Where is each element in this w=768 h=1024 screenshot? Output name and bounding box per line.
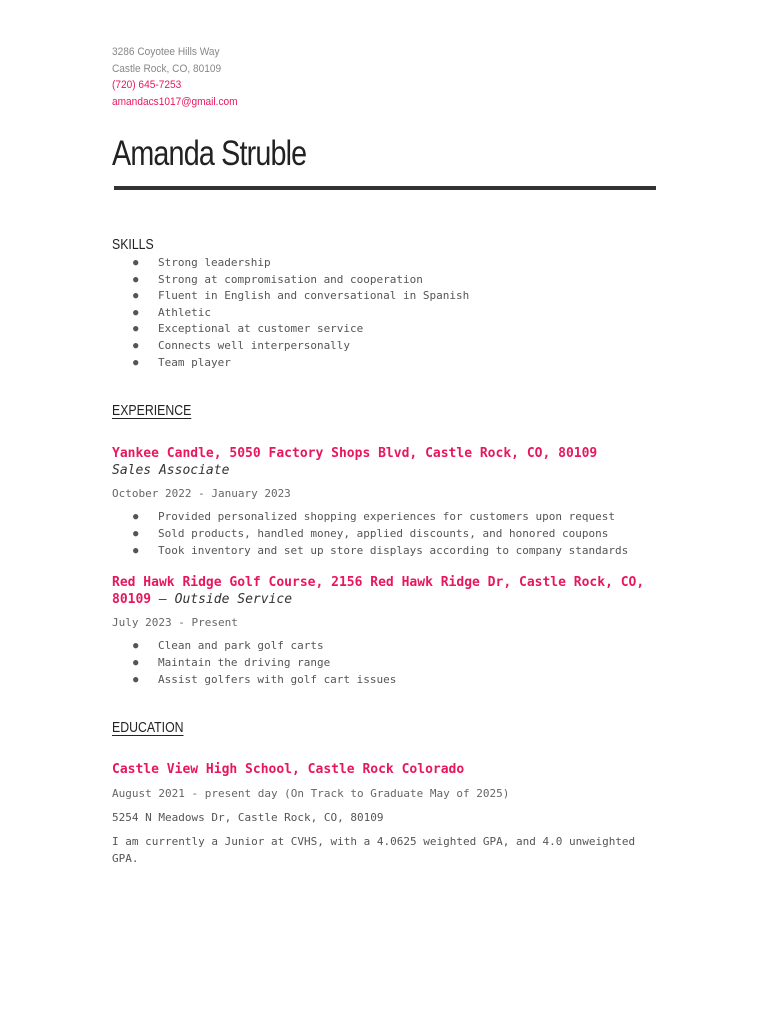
skill-text: Fluent in English and conversational in Spanish: [158, 289, 470, 303]
list-item: [112, 672, 657, 689]
header-divider: [114, 186, 656, 190]
education-heading: EDUCATION: [112, 719, 184, 737]
bullet-icon: ●: [133, 545, 139, 556]
contact-email: amandacs1017@gmail.com: [112, 95, 238, 108]
job-role: Outside Service: [174, 591, 293, 607]
school-description: I am currently a Junior at CVHS, with a 4.0625 weighted GPA, and 4.0 unweighted GPA.: [112, 835, 636, 865]
job-employer-line: [112, 575, 657, 608]
contact-address-line2: Castle Rock, CO, 80109: [112, 62, 222, 75]
list-item: [112, 255, 657, 272]
job-separator: —: [151, 591, 175, 607]
skill-text: Exceptional at customer service: [158, 322, 364, 336]
bullet-icon: ●: [133, 512, 139, 523]
list-item: [112, 638, 657, 655]
bullet-icon: ●: [133, 291, 139, 302]
applicant-name: Amanda Struble: [112, 134, 307, 173]
list-item: [112, 288, 657, 305]
job-duties-list: [112, 509, 657, 559]
job-entry: [112, 446, 657, 559]
school-dates: August 2021 - present day (On Track to Graduate May of 2025): [112, 786, 510, 800]
skill-text: Athletic: [158, 305, 211, 319]
skill-text: Strong leadership: [158, 256, 271, 269]
school-address: 5254 N Meadows Dr, Castle Rock, CO, 80109: [112, 810, 384, 824]
bullet-icon: ●: [133, 324, 139, 335]
job-entry: [112, 575, 657, 688]
bullet-icon: ●: [133, 258, 139, 268]
duty-text: Assist golfers with golf cart issues: [158, 672, 397, 686]
bullet-icon: ●: [133, 657, 139, 668]
bullet-icon: ●: [133, 274, 139, 285]
skill-text: Team player: [158, 355, 231, 369]
list-item: [112, 338, 657, 355]
job-employer: Yankee Candle, 5050 Factory Shops Blvd, Castle Rock, CO, 80109: [112, 446, 598, 462]
job-dates: July 2023 - Present: [112, 616, 238, 630]
job-dates: October 2022 - January 2023: [112, 487, 291, 501]
contact-phone: (720) 645-7253: [112, 79, 182, 91]
contact-block: [112, 44, 613, 110]
list-item: [112, 321, 657, 338]
job-employer: Red Hawk Ridge Golf Course, 2156 Red Hawk Ridge Dr, Castle Rock, CO, 80109: [112, 575, 645, 607]
skill-text: Connects well interpersonally: [158, 338, 351, 352]
bullet-icon: ●: [133, 307, 139, 318]
list-item: [112, 655, 657, 672]
bullet-icon: ●: [133, 340, 139, 351]
duty-text: Provided personalized shopping experiences for customers upon request: [158, 510, 615, 524]
bullet-icon: ●: [133, 357, 139, 368]
duty-text: Maintain the driving range: [158, 655, 331, 669]
skills-heading: SKILLS: [112, 236, 154, 253]
list-item: [112, 509, 657, 526]
list-item: [112, 355, 657, 372]
bullet-icon: ●: [133, 641, 139, 652]
skill-text: Strong at compromisation and cooperation: [158, 272, 423, 286]
contact-address-line1: 3286 Coyotee Hills Way: [112, 46, 220, 58]
resume-page: [112, 44, 657, 867]
job-role: Sales Associate: [112, 462, 230, 478]
school-name: Castle View High School, Castle Rock Colorado: [112, 762, 465, 778]
duty-text: Took inventory and set up store displays according to company standards: [158, 543, 629, 557]
list-item: [112, 526, 657, 543]
duty-text: Clean and park golf carts: [158, 639, 324, 653]
bullet-icon: ●: [133, 528, 139, 539]
list-item: [112, 543, 657, 560]
duty-text: Sold products, handled money, applied discounts, and honored coupons: [158, 526, 609, 540]
bullet-icon: ●: [133, 674, 139, 685]
list-item: [112, 305, 657, 322]
list-item: [112, 272, 657, 289]
education-entry: [112, 762, 657, 867]
job-duties-list: [112, 638, 657, 688]
skills-list: [112, 255, 657, 371]
experience-heading: EXPERIENCE: [112, 402, 192, 420]
